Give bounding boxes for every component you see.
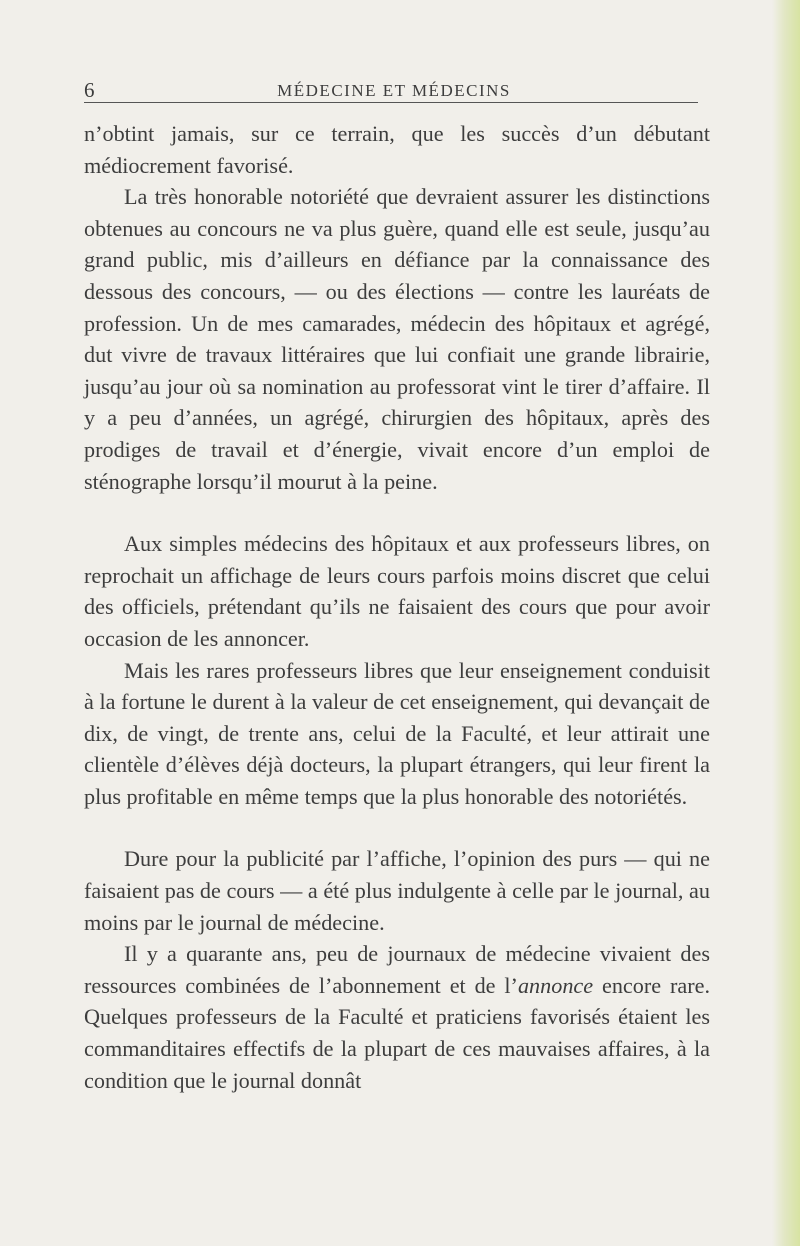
page-edge [772, 0, 800, 1246]
italic-word: annonce [517, 972, 594, 998]
page-header [84, 78, 704, 102]
text-run: Il y a quarante ans, peu de journaux de médecine vivaient des ressources combinées de l’abonnement et de l’ [84, 941, 710, 998]
header-rule [84, 102, 698, 103]
page-number: 6 [84, 78, 95, 102]
paragraph: Dure pour la publicité par l’affiche, l’opinion des purs — qui ne faisaient pas de cours — a été plus indulgente à celle par le journal, au moins par le journal de médecine. [84, 846, 710, 935]
running-head: MÉDECINE ET MÉDECINS [277, 81, 511, 100]
paragraph [84, 938, 710, 1096]
paragraph: Mais les rares professeurs libres que leur enseignement conduisit à la fortune le durent à la valeur de cet enseignement, qui devançait de dix, de vingt, de trente ans, celui de la Faculté, et leur attirait une clientèle d’élèves déjà docteurs, la plupart étrangers, qui leur firent la plus profitable en même temps que la plus honorable des notoriétés. [84, 657, 710, 809]
paragraph: Aux simples médecins des hôpitaux et aux professeurs libres, on reprochait un affichage de leurs cours parfois moins discret que celui des officiels, prétendant qu’ils ne faisaient des cours que pour avoir occasion de les annoncer. [84, 531, 710, 651]
body-text [84, 118, 710, 1096]
text-run: encore rare. Quelques professeurs de la Faculté et praticiens favorisés étaient les commanditaires effectifs de la plupart de ces mauvaises affaires, à la condition que le journal donnât [84, 972, 711, 1093]
paragraph: La très honorable notoriété que devraient assurer les distinctions obtenues au concours ne va plus guère, quand elle est seule, jusqu’au grand public, mis d’ailleurs en défiance par la connaissance des dessous des concours, — ou des élections — contre les lauréats de profession. Un de mes camarades, médecin des hôpitaux et agrégé, dut vivre de travaux littéraires que lui confiait une grande librairie, jusqu’au jour où sa nomination au professorat vint le tirer d’affaire. Il y a peu d’années, un agrégé, chirurgien des hôpitaux, après des prodiges de travail et d’énergie, vivait encore d’un emploi de sténographe lorsqu’il mourut à la peine. [84, 184, 710, 494]
paragraph: n’obtint jamais, sur ce terrain, que les succès d’un débutant médiocrement favorisé. [84, 121, 710, 178]
